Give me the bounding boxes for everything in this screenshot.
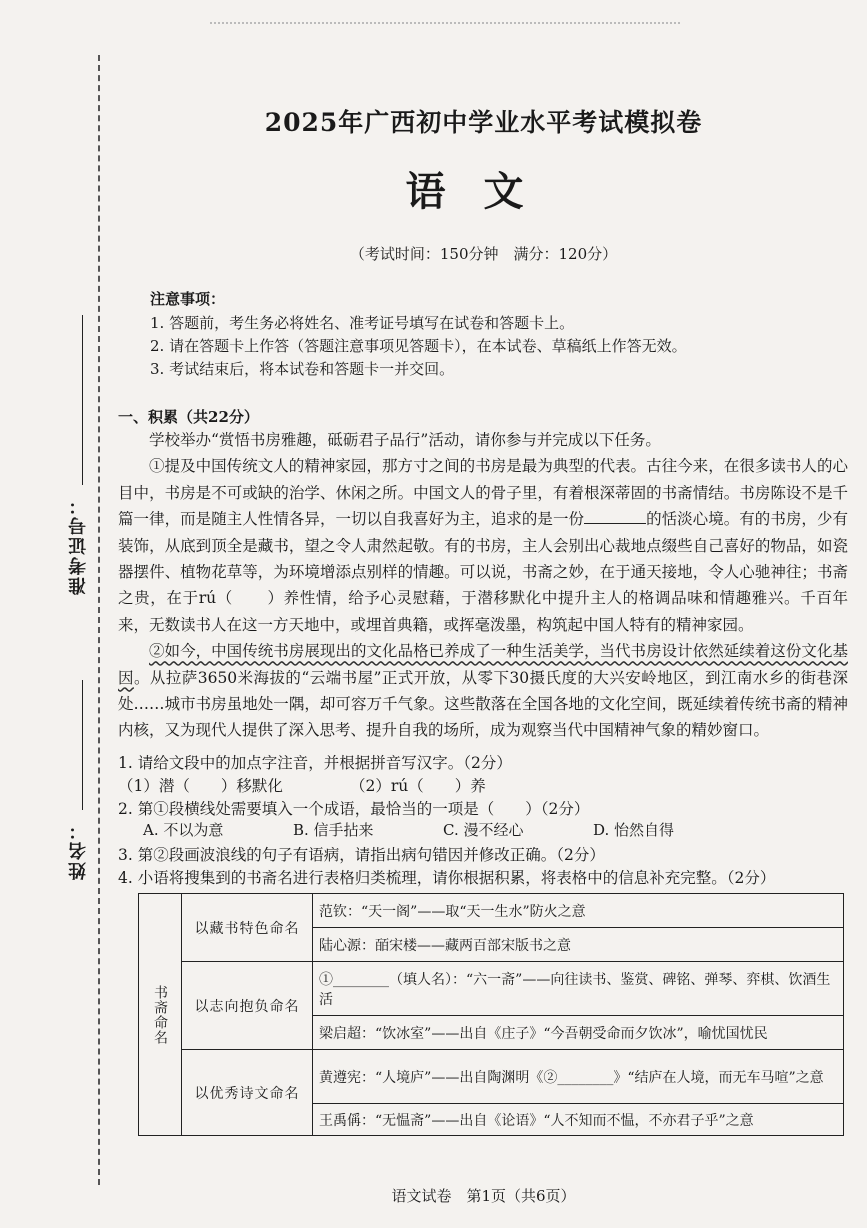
table-entry: 梁启超：“饮冰室”——出自《庄子》“今吾朝受命而夕饮冰”，喻忧国忧民 bbox=[313, 1016, 844, 1050]
exam-id-label: 准考证号： bbox=[68, 495, 89, 595]
p1-text-c: ）养性情，给予心灵慰藉，于潜移默化中提升主人的格调品味和情趣雅兴。千百年来，无数读书人在这一方天地中，或埋首典籍，或挥毫泼墨，构筑起中国人特有的精神家园。 bbox=[118, 589, 848, 634]
option-b: B. 信手拈来 bbox=[293, 821, 374, 839]
binding-dashed-line bbox=[98, 55, 100, 1185]
passage bbox=[118, 427, 848, 744]
option-d: D. 怡然自得 bbox=[593, 821, 675, 839]
table-entry: ①________（填人名）：“六一斋”——向往读书、鉴赏、碑铭、弹琴、弈棋、饮酒生活 bbox=[313, 962, 844, 1016]
option-a: A. 不以为意 bbox=[143, 821, 224, 839]
section-heading: 一、积累（共22分） bbox=[118, 408, 259, 426]
passage-paragraph-2 bbox=[118, 638, 848, 744]
table-entry: 范钦：“天一阁”——取“天一生水”防火之意 bbox=[313, 894, 844, 928]
table-entry: 陆心源：皕宋楼——藏两百部宋版书之意 bbox=[313, 928, 844, 962]
name-label: 姓名： bbox=[68, 820, 89, 880]
question-3: 3. 第②段画波浪线的句子有语病，请指出病句错因并修改正确。（2分） bbox=[118, 846, 605, 864]
p2-text: 。从拉萨3650米海拔的“云端书屋”正式开放，从零下30摄氏度的大兴安岭地区，到江南水乡的街巷深处……城市书房虽地处一隅，却可容万千气象。这些散落在全国各地的文化空间，既延续着传统书斋的精神内核，又为现代人提供了深入思考、提升自我的场所，成为观察当代中国精神气象的精妙窗口。 bbox=[118, 668, 848, 740]
note-item: 2. 请在答题卡上作答（答题注意事项见答题卡），在本试卷、草稿纸上作答无效。 bbox=[150, 337, 687, 355]
exam-id-line bbox=[82, 315, 83, 485]
table-entry: 王禹偁：“无愠斋”——出自《论语》“人不知而不愠，不亦君子乎”之意 bbox=[313, 1104, 844, 1136]
study-naming-table bbox=[138, 893, 844, 1136]
idiom-blank bbox=[584, 509, 646, 524]
table-category: 书斋命名 bbox=[139, 894, 182, 1136]
question-1-sub-2: （2）rú（ ）养 bbox=[350, 777, 486, 795]
option-c: C. 漫不经心 bbox=[443, 821, 524, 839]
p1-text-b: 的恬淡心境。有的书房，少有装饰，从底到顶全是藏书，望之令人肃然起敬。有的书房，主人会别出心裁地点缀些自己喜好的物品，如瓷器摆件、植物花草等，为环境增添点别样的情趣。可以说，书斋之妙，在于通天接地，令人心驰神往；书斋之贵，在于rú（ bbox=[118, 510, 848, 608]
top-dotted-line bbox=[210, 22, 680, 24]
note-item: 3. 考试结束后，将本试卷和答题卡一并交回。 bbox=[150, 360, 455, 378]
table-type-cell: 以志向抱负命名 bbox=[182, 962, 313, 1050]
page-footer: 语文试卷 第1页（共6页） bbox=[391, 1187, 576, 1205]
p1-text-a: ①提及中国传统文人的精神家园，那方寸之间的书房是最为典型的代表。古往今来，在很多读书人的心目中，书房是不可或缺的治学、休闲之所。中国文人的骨子里，有着根深蒂固的书斋情结。书房陈设不是千篇一律，而是随主人性情各异，一切以自我喜好为主，追求的是一份 bbox=[118, 457, 848, 529]
exam-title: 2025年广西初中学业水平考试模拟卷 bbox=[264, 108, 703, 137]
question-1-sub-1: （1）潜（ ）移默化 bbox=[118, 777, 283, 795]
question-1: 1. 请给文段中的加点字注音，并根据拼音写汉字。（2分） bbox=[118, 754, 512, 772]
question-2-options bbox=[143, 819, 843, 840]
subject-title: 语文 bbox=[405, 168, 562, 215]
wavy-sentence: ②如今，中国传统书房展现出的文化品格已养成了一种生活美学，当代书房设计依然延续着这份文化基因 bbox=[118, 642, 848, 687]
table-type-cell: 以优秀诗文命名 bbox=[182, 1050, 313, 1136]
note-item: 1. 答题前，考生务必将姓名、准考证号填写在试卷和答题卡上。 bbox=[150, 314, 575, 332]
name-line bbox=[82, 680, 83, 810]
passage-paragraph-1 bbox=[118, 453, 848, 638]
table-entry: 黄遵宪：“人境庐”——出自陶渊明《②________》“结庐在人境，而无车马喧”之意 bbox=[313, 1050, 844, 1104]
exam-time-info: （考试时间：150分钟 满分：120分） bbox=[349, 245, 618, 263]
question-2: 2. 第①段横线处需要填入一个成语，最恰当的一项是（ ）（2分） bbox=[118, 800, 590, 818]
notes-title: 注意事项： bbox=[150, 290, 226, 308]
table-type-cell: 以藏书特色命名 bbox=[182, 894, 313, 962]
question-4: 4. 小语将搜集到的书斋名进行表格归类梳理，请你根据积累，将表格中的信息补充完整。（2分） bbox=[118, 869, 776, 887]
passage-intro: 学校举办“赏悟书房雅趣，砥砺君子品行”活动，请你参与并完成以下任务。 bbox=[149, 431, 661, 449]
